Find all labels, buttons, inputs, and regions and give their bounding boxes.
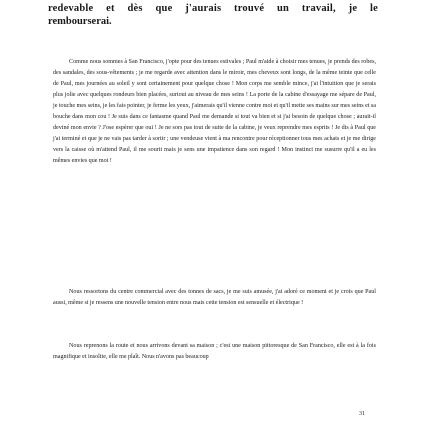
body-paragraph: Comme nous sommes à San Francisco, j'opte pour des tenues estivales ; Paul m'aide à choisir mes tenues, je prends des robes, des sandales, des sous-vêtements ; je me regarde avec attention dans le miroir, mes cheveux sont longs, de la même teinte que celle de Paul, mes journées au soleil y sont certainement pour quelque chose ! Mon corps me semble mince, j'ai l'intuition que je serais plus jolie avec quelques rondeurs bien placées, surtout au niveau de mes seins ! La porte de la cabine d'essayage me sépare de Paul, je touche mes seins, je les fais pointer, je ferme les yeux, j'aimerais qu'il vienne contre moi et qu'il mette ses mains sur mes seins et sa bouche dans mon cou ! Je suis dans ce fantasme quand Paul me demande si tout va bien et si j'ai besoin de quelque chose ; aurait-il deviné mon envie ? J'ose espérer que oui ! Je ne sors pas tout de suite de la cabine, je veux reprendre mes esprits ! Je dis à Paul que j'ai terminé et que je ne vais pas tarder à sortir ; une vendeuse vient à ma rencontre pour réceptionner tous mes achats et je me dirige vers la caisse où m'attend Paul, il me sourit mais je sens une impatience dans son regard ! Mon instinct me susurre qu'il a eu les mêmes envies que moi ! bbox=[53, 59, 376, 164]
continued-text-line: redevable et dès que j'aurais trouvé un travail, je le bbox=[48, 3, 378, 14]
continued-text-line-end: rembourserai. bbox=[48, 16, 112, 27]
body-paragraph: Nous reprenons la route et nous arrivons devant sa maison ; c'est une maison pittoresque de San Francisco, elle est à la fois magnifique et insolite, elle me plaît. Nous n'avons pas beaucoup bbox=[53, 343, 376, 360]
page-number: 31 bbox=[359, 411, 365, 417]
body-paragraph: Nous ressortons du centre commercial avec des tonnes de sacs, je me suis amusée, j'ai adoré ce moment et je crois que Paul aussi, même si je ressens une nouvelle tension entre nous mais cette tension est sensuelle et électrique ! bbox=[53, 289, 376, 306]
